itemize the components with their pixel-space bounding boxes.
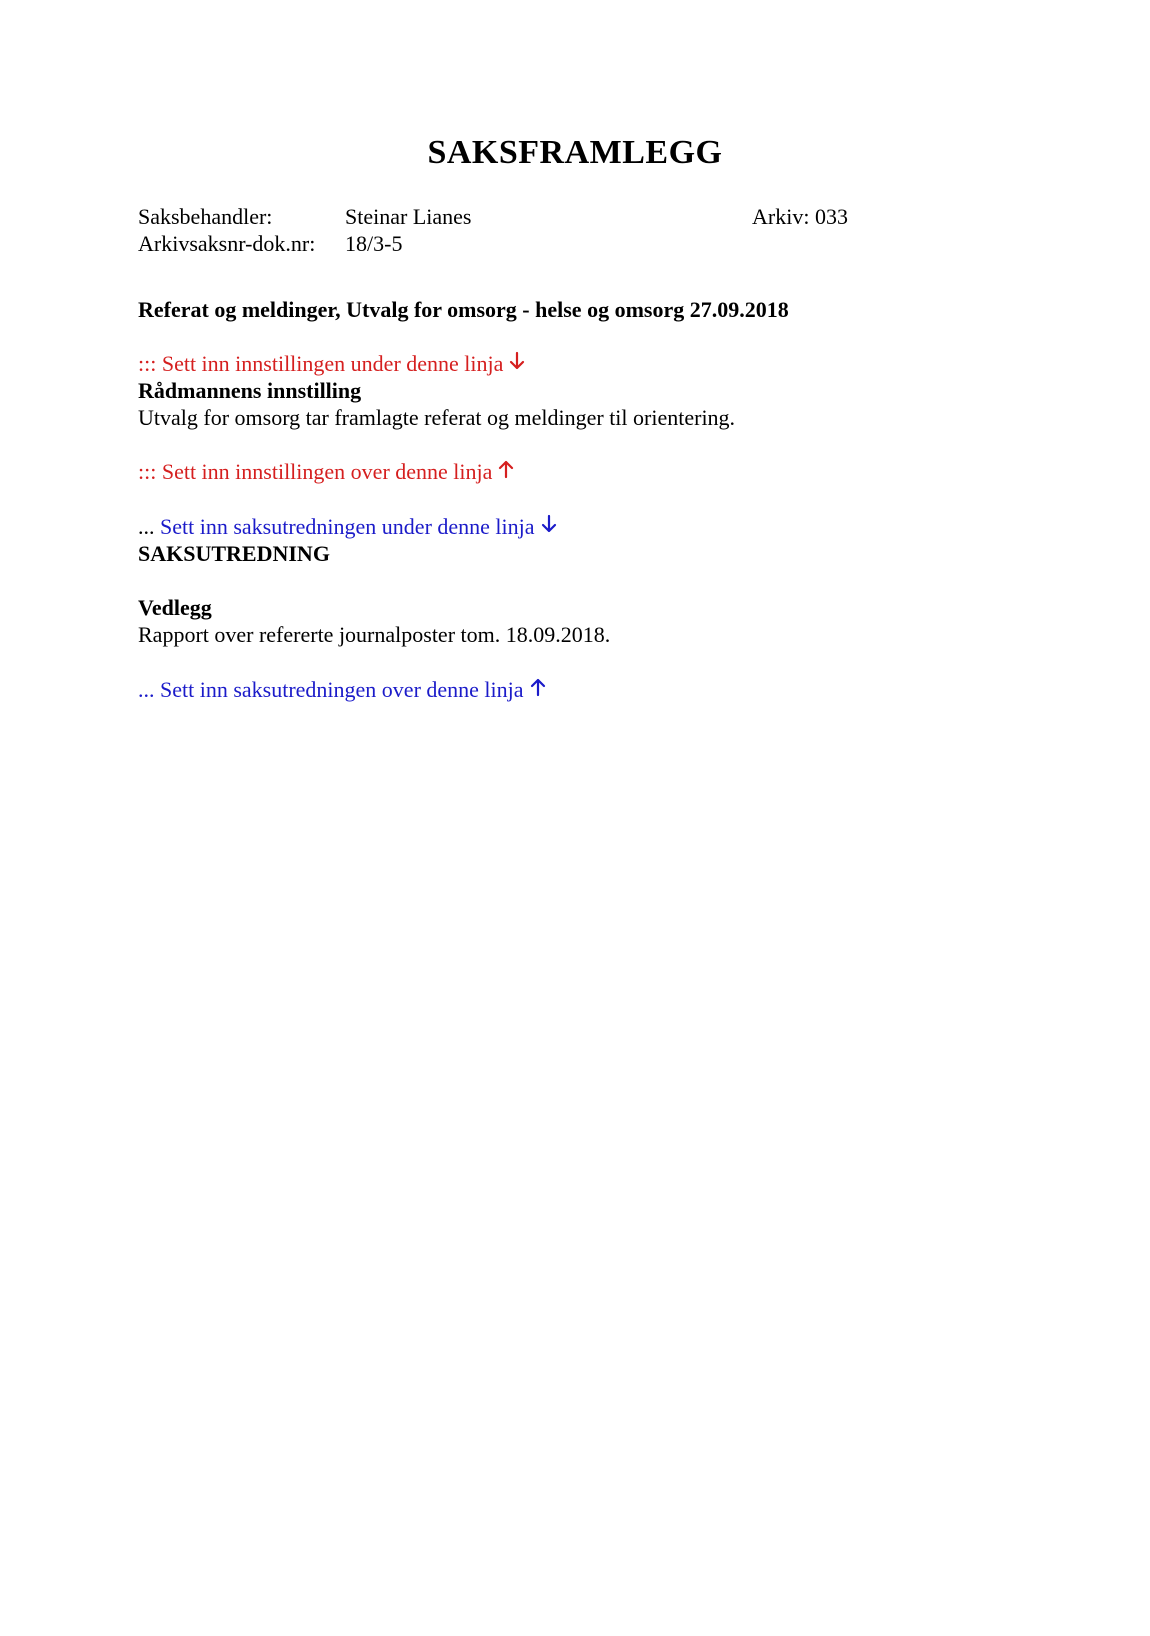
arrow-up-icon	[530, 676, 546, 704]
recommendation-heading: Rådmannens innstilling	[138, 378, 362, 403]
arrow-down-icon	[541, 513, 557, 541]
arrow-down-icon	[509, 350, 525, 378]
document-title: SAKSFRAMLEGG	[427, 134, 723, 171]
case-number-value: 18/3-5	[345, 231, 403, 256]
recommendation-end-marker	[138, 458, 514, 488]
recommendation-text: Utvalg for omsorg tar framlagte referat og meldinger til orientering.	[138, 405, 736, 430]
handler-label: Saksbehandler:	[138, 204, 273, 229]
recommendation-start-text: ::: Sett inn innstillingen under denne linja	[138, 351, 504, 376]
attachments-heading: Vedlegg	[138, 595, 212, 620]
case-report-start-dots: ...	[138, 514, 155, 539]
recommendation-start-marker	[138, 350, 525, 380]
case-subject: Referat og meldinger, Utvalg for omsorg - helse og omsorg 27.09.2018	[138, 297, 789, 322]
case-report-start-text: Sett inn saksutredningen under denne linja	[160, 514, 535, 539]
arrow-up-icon	[498, 458, 514, 486]
archive-code: Arkiv: 033	[752, 204, 848, 229]
case-report-end-marker	[138, 676, 546, 706]
case-report-heading: SAKSUTREDNING	[138, 541, 330, 566]
attachments-text: Rapport over refererte journalposter tom. 18.09.2018.	[138, 622, 611, 647]
recommendation-end-text: ::: Sett inn innstillingen over denne linja	[138, 459, 493, 484]
case-number-label: Arkivsaksnr-dok.nr:	[138, 231, 316, 256]
case-report-start-marker	[138, 513, 557, 543]
case-report-end-text: ... Sett inn saksutredningen over denne linja	[138, 677, 524, 702]
handler-value: Steinar Lianes	[345, 204, 472, 229]
